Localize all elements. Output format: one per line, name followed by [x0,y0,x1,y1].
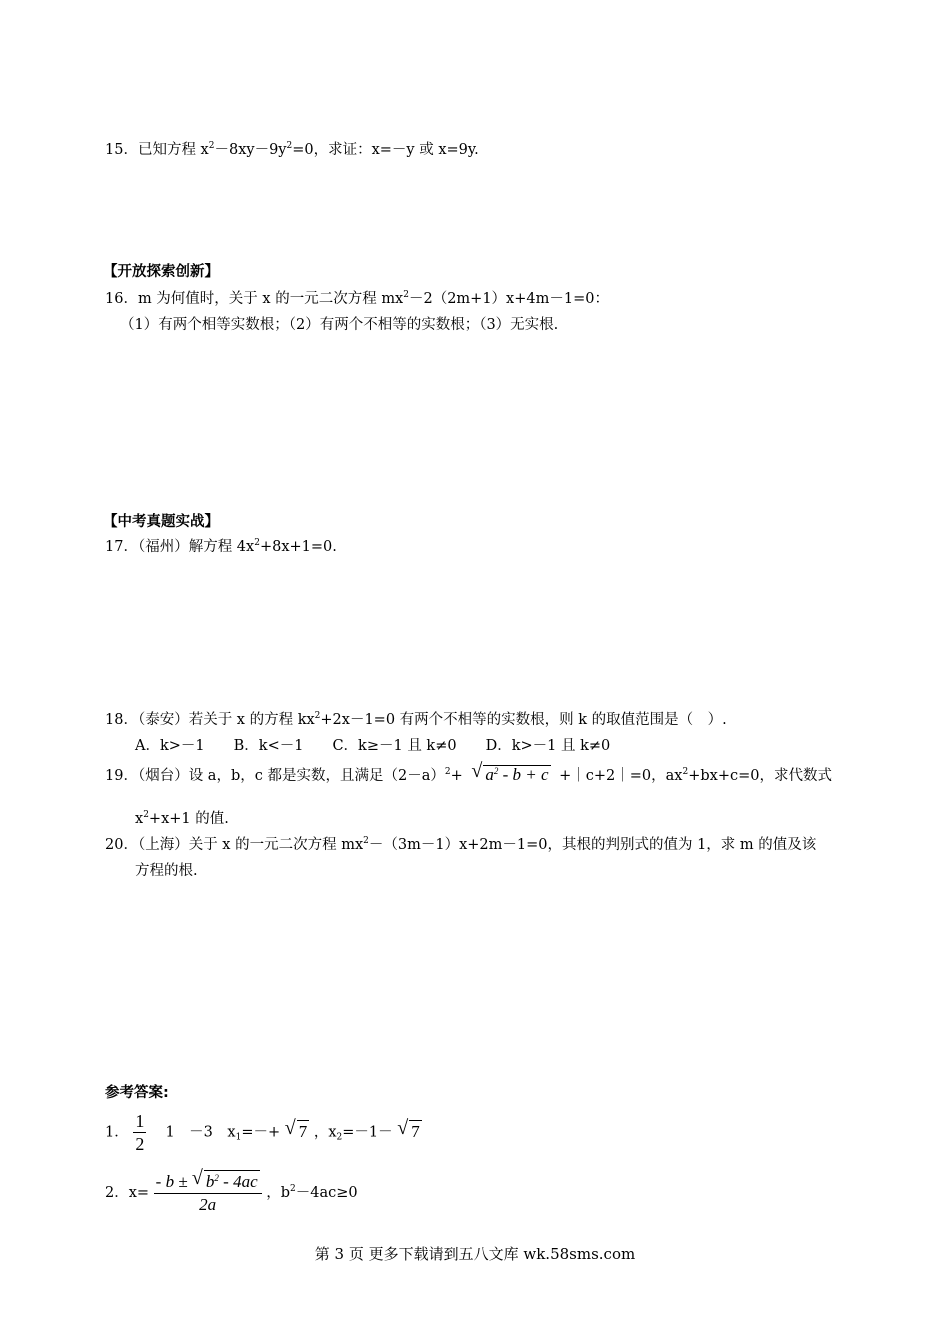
question-16-line-1: 16．m 为何值时，关于 x 的一元二次方程 $mx^2-2(2m+1)x+4m-1=0$： [105,290,609,307]
fraction-one-half: $\frac{1}{2}$ [135,1111,145,1154]
question-19-line-1: 19．（烟台）设 a，b，c 都是实数，且满足$(2-a)^2+$ √ $a^2 - b + c$ +｜c+2｜=0，$ax^2+bx+c=0$，求代数式 [105,760,832,784]
question-15: 15．已知方程 $x^2-8xy-9y^2=0$，求证：x=－y 或 x=9y. [105,141,479,158]
answer-1: 1． $\frac{1}{2}$ 1 －3 $x_1=-+$ √ 7 ，$x_2=-1-$ √ 7 [105,1111,420,1154]
question-19-line-2: $x^2+x+1$ 的值. [135,810,229,827]
section-heading-exam-practice: 【中考真题实战】 [103,514,219,530]
answer-2: 2．x= - b ± √ $b^2 - 4ac$ 2a ，$b^2-4ac\ge 0$ [105,1167,358,1214]
question-20-line-2: 方程的根. [135,863,198,879]
question-17: 17．（福州）解方程 $4x^2+8x+1=0$. [105,538,337,555]
question-16-line-2: （1）有两个相等实数根；（2）有两个不相等的实数根；（3）无实根. [120,317,559,333]
question-18: 18．（泰安）若关于 x 的方程 $kx^2+2x-1=0$ 有两个不相等的实数根，则 k 的取值范围是（ ）. [105,711,727,728]
discriminant-radical: √ $b^2 - 4ac$ [191,1167,258,1191]
radical-sign-icon: √ [284,1116,296,1139]
question-18-options: A．k>－1 B．k<－1 C．k≥－1 且 k≠0 D．k>－1 且 k≠0 [135,738,611,754]
radical-sign-icon: √ [191,1167,203,1189]
sqrt-seven: √ 7 [397,1116,420,1141]
radical-sign-icon: √ [471,760,483,782]
quadratic-formula-fraction: - b ± √ $b^2 - 4ac$ 2a [154,1170,262,1216]
sqrt-seven: √ 7 [284,1116,308,1141]
question-20-line-1: 20．（上海）关于 x 的一元二次方程 $mx^2-(3m-1)x+2m-1=0$，其根的判别式的值为 1，求 m 的值及该 [105,836,817,853]
radical-expression: √ $a^2 - b + c$ [471,760,549,784]
answers-title: 参考答案: [105,1085,169,1101]
radical-sign-icon: √ [397,1116,409,1139]
page-footer: 第 3 页 更多下载请到五八文库 wk.58sms.com [314,1245,636,1263]
section-heading-open-exploration: 【开放探索创新】 [103,264,219,280]
